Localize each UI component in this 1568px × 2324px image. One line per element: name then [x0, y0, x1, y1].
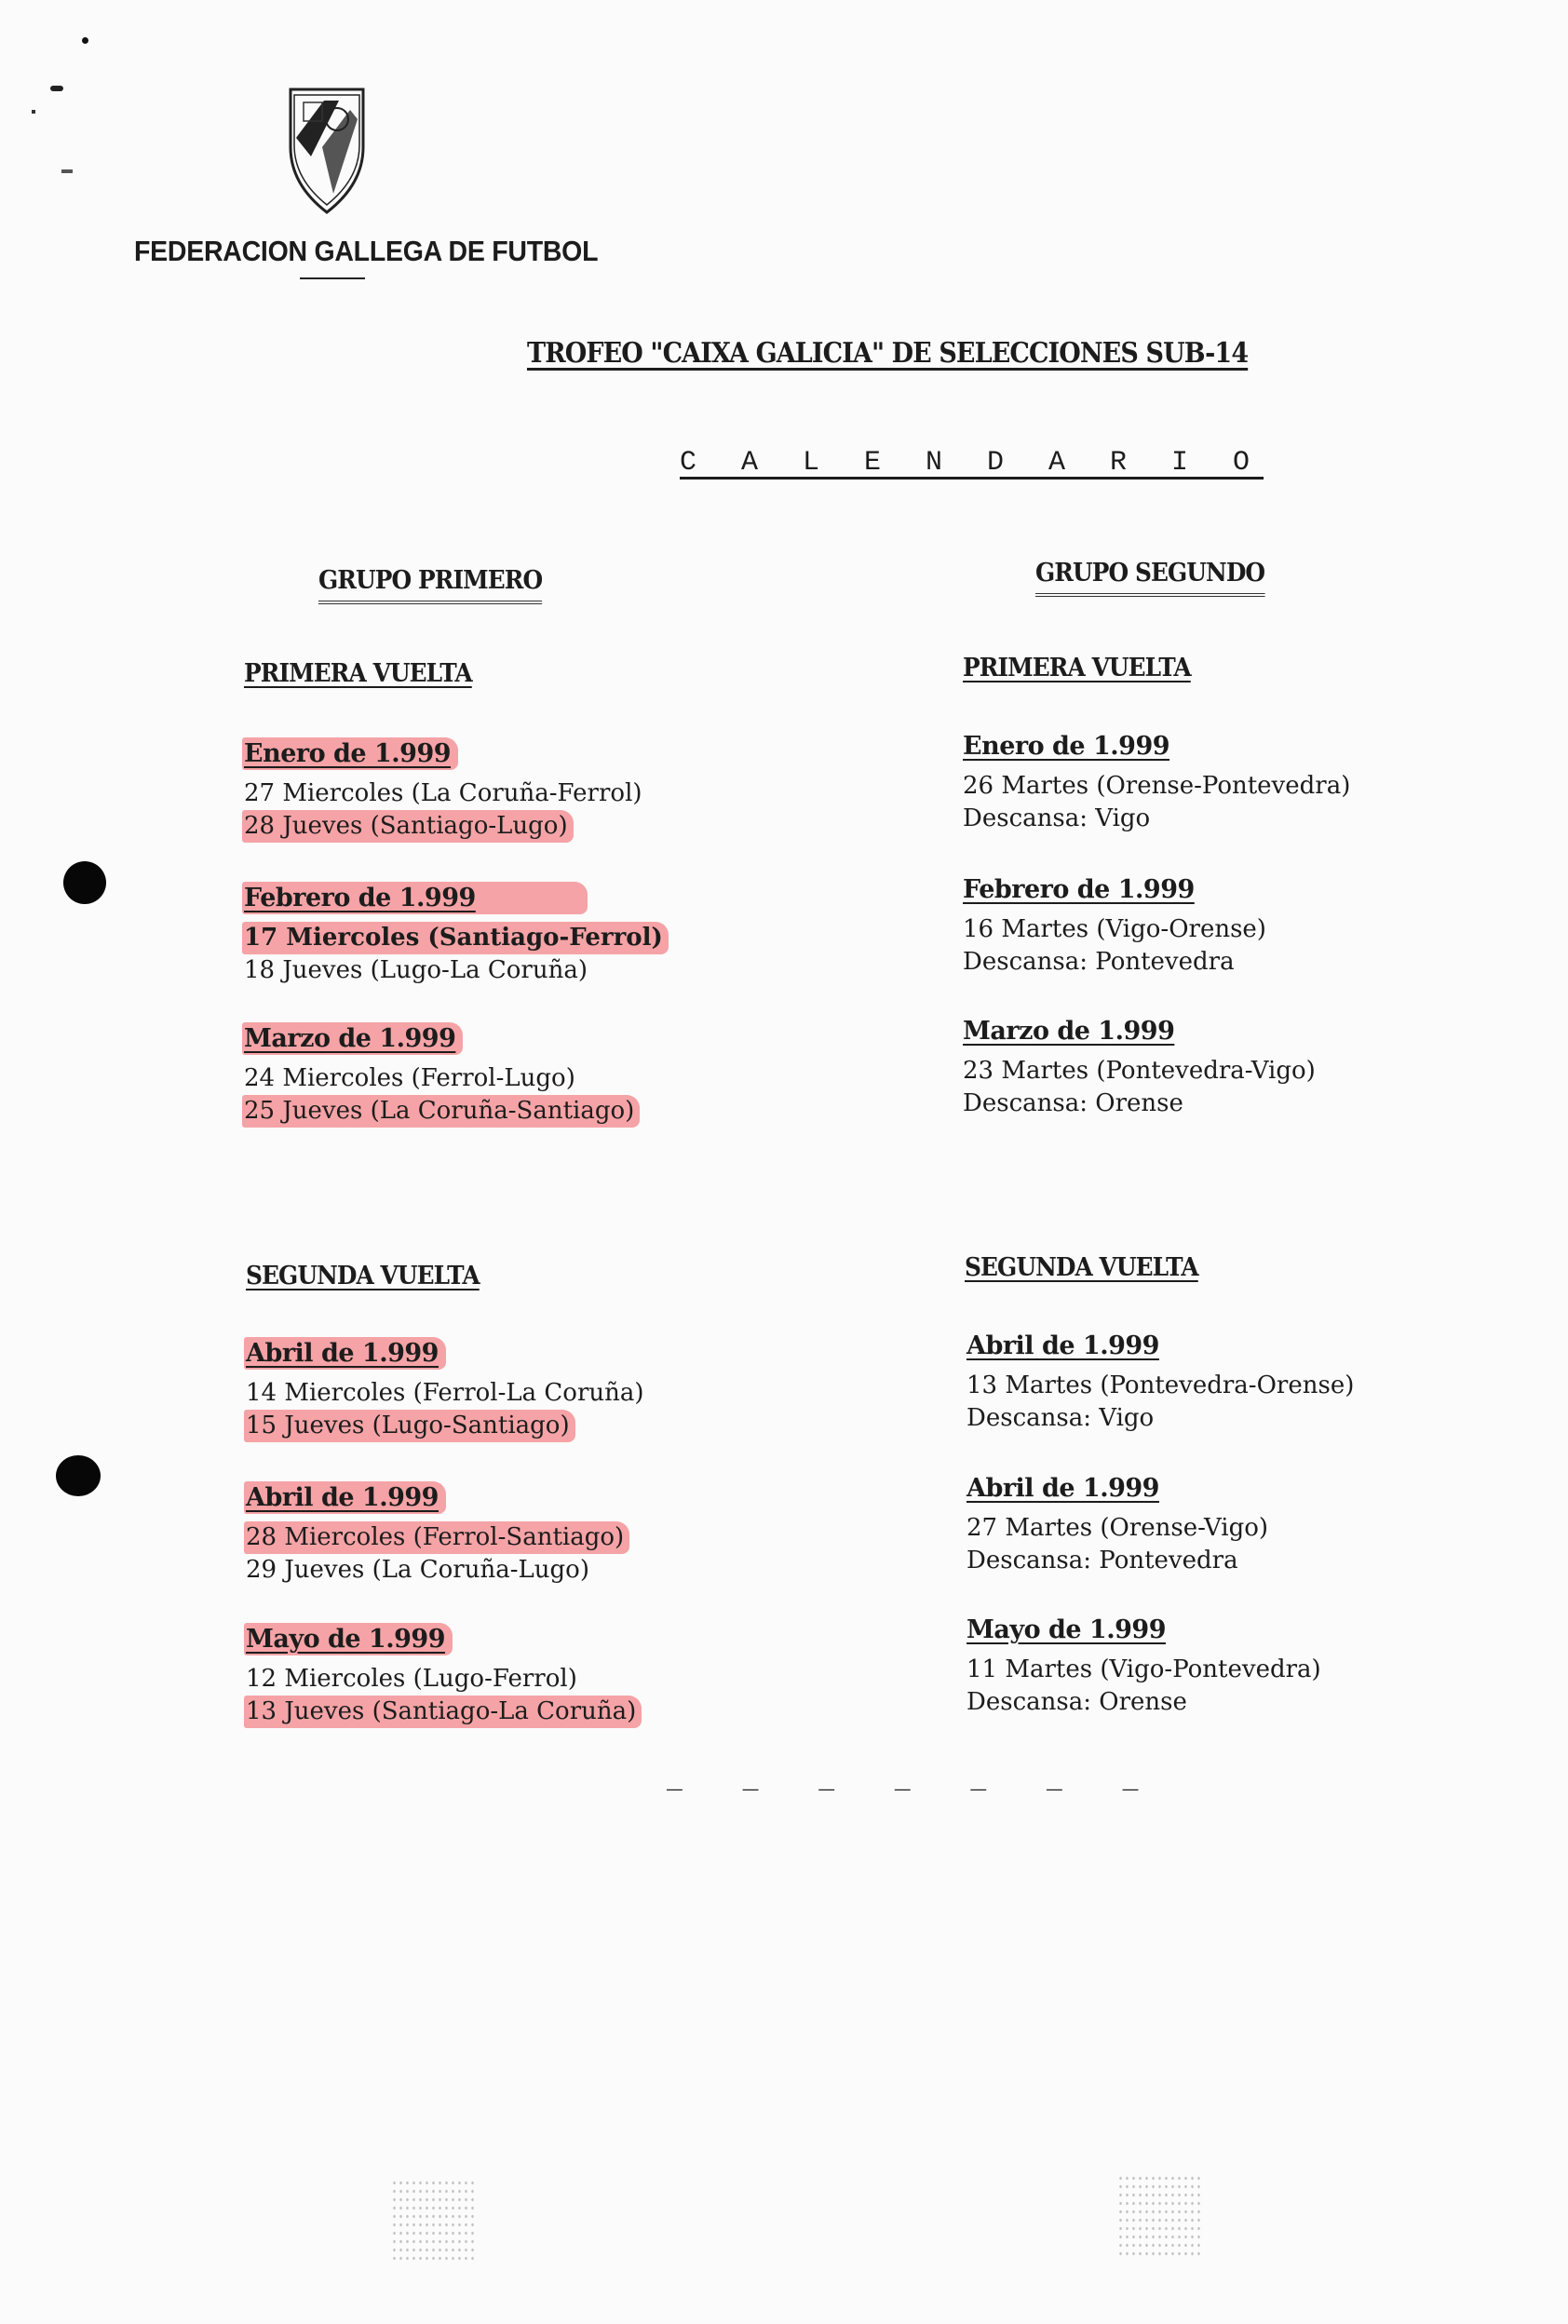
month-heading: Mayo de 1.999 — [966, 1615, 1166, 1644]
rest-line: Descansa: Vigo — [963, 804, 1151, 832]
month-heading: Marzo de 1.999 — [963, 1017, 1175, 1046]
g1-r1-march — [244, 1022, 728, 1128]
rest-line: Descansa: Pontevedra — [966, 1547, 1238, 1574]
g2-r2-may — [966, 1614, 1451, 1719]
match-line: 24 Miercoles (Ferrol-Lugo) — [244, 1064, 575, 1092]
match-line-highlighted: 28 Jueves (Santiago-Lugo) — [242, 810, 574, 843]
g2-r2-april — [966, 1330, 1451, 1435]
g2-r1-march — [963, 1015, 1447, 1120]
organization-name: FEDERACION GALLEGA DE FUTBOL — [134, 235, 599, 267]
group-two-heading: GRUPO SEGUNDO — [1035, 559, 1264, 597]
g1-r2-april — [246, 1337, 730, 1442]
g2-r1-february — [963, 873, 1447, 979]
match-line: 16 Martes (Vigo-Orense) — [963, 915, 1266, 943]
document-title: TROFEO "CAIXA GALICIA" DE SELECCIONES SUB-14 — [527, 337, 1249, 370]
rest-line: Descansa: Orense — [966, 1688, 1187, 1716]
group-one-second-round-heading: SEGUNDA VUELTA — [246, 1262, 480, 1290]
match-line: 26 Martes (Orense-Pontevedra) — [963, 772, 1351, 800]
month-heading: Abril de 1.999 — [244, 1337, 446, 1370]
rest-line: Descansa: Orense — [963, 1089, 1183, 1117]
match-line: 18 Jueves (Lugo-La Coruña) — [244, 956, 588, 984]
month-heading: Abril de 1.999 — [966, 1474, 1159, 1503]
group-two-second-round-heading: SEGUNDA VUELTA — [965, 1253, 1198, 1282]
match-line: 13 Martes (Pontevedra-Orense) — [966, 1371, 1355, 1399]
month-heading: Febrero de 1.999 — [242, 882, 588, 914]
month-heading: Enero de 1.999 — [242, 737, 458, 770]
punch-hole — [56, 1455, 101, 1496]
month-heading: Abril de 1.999 — [244, 1481, 446, 1514]
match-line: 27 Miercoles (La Coruña-Ferrol) — [244, 779, 642, 807]
punch-hole — [63, 861, 106, 904]
group-one-heading: GRUPO PRIMERO — [318, 566, 542, 604]
match-line-highlighted: 25 Jueves (La Coruña-Santiago) — [242, 1095, 640, 1128]
org-name-rule — [300, 277, 365, 279]
closing-dashes: _ _ _ _ _ _ _ — [667, 1767, 1161, 1796]
match-line: 27 Martes (Orense-Vigo) — [966, 1514, 1269, 1542]
month-heading: Enero de 1.999 — [963, 732, 1170, 761]
match-line-highlighted: 13 Jueves (Santiago-La Coruña) — [244, 1696, 642, 1728]
match-line: 14 Miercoles (Ferrol-La Coruña) — [246, 1379, 644, 1407]
month-heading: Febrero de 1.999 — [963, 875, 1195, 904]
scan-specks — [1117, 2174, 1201, 2258]
scan-mark — [50, 86, 63, 91]
match-line-highlighted: 15 Jueves (Lugo-Santiago) — [244, 1410, 575, 1442]
calendar-heading: C A L E N D A R I O — [680, 447, 1264, 479]
match-line: 23 Martes (Pontevedra-Vigo) — [963, 1057, 1316, 1085]
match-line: 29 Jueves (La Coruña-Lugo) — [246, 1556, 589, 1584]
match-line-highlighted: 17 Miercoles (Santiago-Ferrol) — [242, 922, 669, 954]
match-line-highlighted: 28 Miercoles (Ferrol-Santiago) — [244, 1521, 629, 1554]
federation-crest-logo — [285, 82, 369, 218]
group-one-first-round-heading: PRIMERA VUELTA — [244, 659, 472, 688]
g1-r1-february — [244, 882, 728, 987]
g1-r2-april-second — [246, 1481, 730, 1587]
match-line: 12 Miercoles (Lugo-Ferrol) — [246, 1665, 577, 1693]
rest-line: Descansa: Pontevedra — [963, 948, 1235, 976]
g1-r1-january — [244, 737, 728, 843]
group-two-first-round-heading: PRIMERA VUELTA — [963, 654, 1191, 682]
match-line: 11 Martes (Vigo-Pontevedra) — [966, 1655, 1321, 1683]
month-heading: Marzo de 1.999 — [242, 1022, 463, 1055]
scan-mark — [82, 37, 88, 44]
scan-mark — [32, 110, 35, 114]
rest-line: Descansa: Vigo — [966, 1404, 1155, 1432]
g1-r2-may — [246, 1623, 730, 1728]
scan-specks — [391, 2179, 475, 2263]
scan-mark — [61, 169, 73, 173]
month-heading: Abril de 1.999 — [966, 1331, 1159, 1360]
g2-r2-april-second — [966, 1472, 1451, 1577]
month-heading: Mayo de 1.999 — [244, 1623, 453, 1655]
g2-r1-january — [963, 730, 1447, 835]
